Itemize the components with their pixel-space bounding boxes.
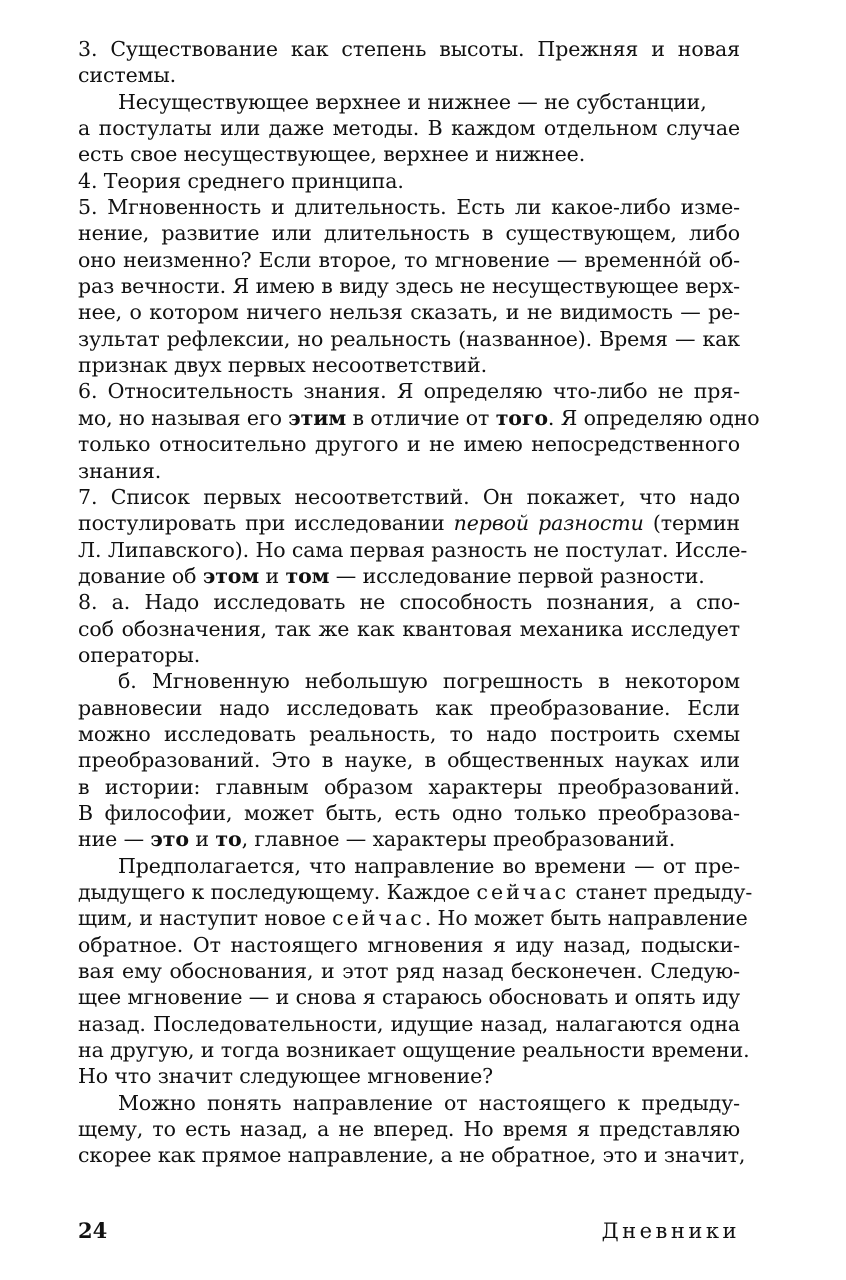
text-line bbox=[78, 1037, 750, 1063]
bold-term: это bbox=[150, 827, 189, 852]
text-line bbox=[78, 984, 740, 1010]
text-run: на другую, и тогда возникает ощущение реальности времени. bbox=[78, 1038, 750, 1063]
text-line bbox=[78, 1011, 740, 1037]
text-run: в истории: главным образом характеры преобразований. bbox=[78, 774, 740, 799]
text-run: . Я определяю одно bbox=[547, 405, 760, 430]
text-run: обратное. От настоящего мгновения я иду назад, подыски- bbox=[78, 932, 740, 957]
text-run: Но что значит следующее мгновение? bbox=[78, 1064, 494, 1089]
text-line bbox=[78, 589, 740, 615]
text-run: нее, о котором ничего нельзя сказать, и не видимость — ре- bbox=[78, 300, 740, 325]
text-run: только относительно другого и не имею непосредственного bbox=[78, 432, 740, 457]
text-line bbox=[78, 484, 740, 510]
text-run: ние — bbox=[78, 827, 151, 852]
text-run: преобразований. Это в науке, в общественных науках или bbox=[78, 748, 740, 773]
text-line bbox=[78, 1142, 746, 1168]
text-run: Л. Липавского). Но сама первая разность не постулат. Иссле- bbox=[78, 537, 748, 562]
text-run: мо, но называя его bbox=[78, 405, 289, 430]
text-line bbox=[78, 800, 740, 826]
text-run: и bbox=[188, 827, 216, 852]
text-line bbox=[78, 62, 740, 88]
text-line bbox=[78, 879, 753, 905]
page-number: 24 bbox=[78, 1218, 108, 1243]
text-line bbox=[78, 194, 740, 220]
body-text bbox=[78, 36, 760, 1169]
text-line bbox=[78, 273, 740, 299]
text-line bbox=[78, 905, 748, 931]
text-run: щим, и наступит новое bbox=[78, 906, 333, 931]
text-line bbox=[78, 115, 740, 141]
text-run: оно неизменно? Если второе, то мгновение — временно́й об- bbox=[78, 247, 740, 272]
text-line bbox=[78, 220, 740, 246]
bold-term: то bbox=[215, 827, 242, 852]
text-run: нение, развитие или длительность в существующем, либо bbox=[78, 221, 740, 246]
text-run: В философии, может быть, есть одно только преобразова- bbox=[78, 800, 740, 825]
text-line bbox=[78, 89, 740, 115]
text-line bbox=[78, 932, 740, 958]
text-run: зультат рефлексии, но реальность (названное). Время — как bbox=[78, 326, 740, 351]
text-run: щему, то есть назад, а не вперед. Но время я представляю bbox=[78, 1117, 740, 1142]
text-run: раз вечности. Я имею в виду здесь не несуществующее верх- bbox=[78, 274, 740, 299]
text-line bbox=[78, 853, 740, 879]
text-run: станет предыду- bbox=[569, 880, 753, 904]
text-line bbox=[78, 668, 740, 694]
text-run: назад. Последовательности, идущие назад, налагаются одна bbox=[78, 1011, 740, 1036]
bold-term: того bbox=[495, 405, 548, 430]
text-run: 5. Мгновенность и длительность. Есть ли какое-либо изме- bbox=[78, 195, 740, 220]
text-line bbox=[78, 1116, 740, 1142]
text-line bbox=[78, 563, 740, 589]
text-run: и bbox=[259, 563, 286, 588]
text-line bbox=[78, 616, 740, 642]
text-line bbox=[78, 747, 740, 773]
text-run: , главное — характеры преобразований. bbox=[241, 827, 676, 852]
text-line bbox=[78, 431, 740, 457]
bold-term: том bbox=[285, 563, 330, 588]
bold-term: этом bbox=[202, 563, 260, 588]
text-run: 3. Существование как степень высоты. Прежняя и новая bbox=[78, 37, 740, 61]
spaced-term: сейчас bbox=[476, 880, 570, 904]
text-run: вая ему обоснования, и этот ряд назад бесконечен. Следую- bbox=[78, 959, 740, 984]
text-run: 7. Список первых несоответствий. Он покажет, что надо bbox=[78, 484, 740, 509]
text-line bbox=[78, 826, 740, 852]
bold-term: этим bbox=[288, 405, 347, 430]
text-run: Предполагается, что направление во времени — от пре- bbox=[118, 853, 740, 878]
page-footer bbox=[78, 1218, 740, 1248]
text-run: (термин bbox=[643, 511, 740, 536]
text-run: знания. bbox=[78, 458, 162, 483]
text-line bbox=[78, 1063, 740, 1089]
text-line bbox=[78, 405, 760, 431]
text-line bbox=[78, 510, 740, 536]
text-line bbox=[78, 537, 748, 563]
text-run: Можно понять направление от настоящего к предыду- bbox=[118, 1090, 740, 1115]
text-run: . Но может быть направление bbox=[424, 906, 748, 931]
text-line bbox=[78, 141, 740, 167]
text-line bbox=[78, 168, 740, 194]
text-run: равновесии надо исследовать как преобразование. Если bbox=[78, 695, 740, 720]
text-run: в отличие от bbox=[346, 405, 496, 430]
text-run: щее мгновение — и снова я стараюсь обосновать и опять иду bbox=[78, 985, 741, 1010]
text-run: 4. Теория среднего принципа. bbox=[78, 168, 404, 193]
spaced-term: сейчас bbox=[332, 906, 425, 931]
text-run: операторы. bbox=[78, 642, 201, 667]
text-line bbox=[78, 36, 740, 62]
text-line bbox=[78, 1090, 740, 1116]
running-title: Дневники bbox=[601, 1219, 740, 1243]
text-run: признак двух первых несоответствий. bbox=[78, 353, 488, 378]
text-run: соб обозначения, так же как квантовая механика исследует bbox=[78, 616, 740, 641]
text-run: системы. bbox=[78, 63, 177, 88]
text-line bbox=[78, 378, 740, 404]
italic-term: первой разности bbox=[453, 511, 644, 536]
text-line bbox=[78, 958, 740, 984]
text-run: скорее как прямое направление, а не обратное, это и значит, bbox=[78, 1143, 746, 1168]
text-line bbox=[78, 721, 740, 747]
text-run: есть свое несуществующее, верхнее и нижнее. bbox=[78, 142, 586, 167]
text-line bbox=[78, 352, 740, 378]
text-line bbox=[78, 247, 740, 273]
text-line bbox=[78, 695, 740, 721]
text-run: б. Мгновенную небольшую погрешность в некотором bbox=[118, 669, 740, 694]
text-run: — исследование первой разности. bbox=[329, 563, 705, 588]
text-run: постулировать при исследовании bbox=[78, 511, 454, 536]
text-line bbox=[78, 326, 740, 352]
text-run: 8. а. Надо исследовать не способность познания, а спо- bbox=[78, 590, 740, 615]
text-line bbox=[78, 642, 740, 668]
text-line bbox=[78, 299, 740, 325]
text-run: дование об bbox=[78, 563, 203, 588]
text-line bbox=[78, 458, 740, 484]
text-run: можно исследовать реальность, то надо построить схемы bbox=[78, 721, 740, 746]
text-run: дыдущего к последующему. Каждое bbox=[78, 880, 477, 904]
text-run: 6. Относительность знания. Я определяю что-либо не пря- bbox=[78, 379, 740, 404]
text-line bbox=[78, 774, 740, 800]
text-run: а постулаты или даже методы. В каждом отдельном случае bbox=[78, 116, 740, 141]
text-run: Несуществующее верхнее и нижнее — не субстанции, bbox=[118, 89, 707, 114]
